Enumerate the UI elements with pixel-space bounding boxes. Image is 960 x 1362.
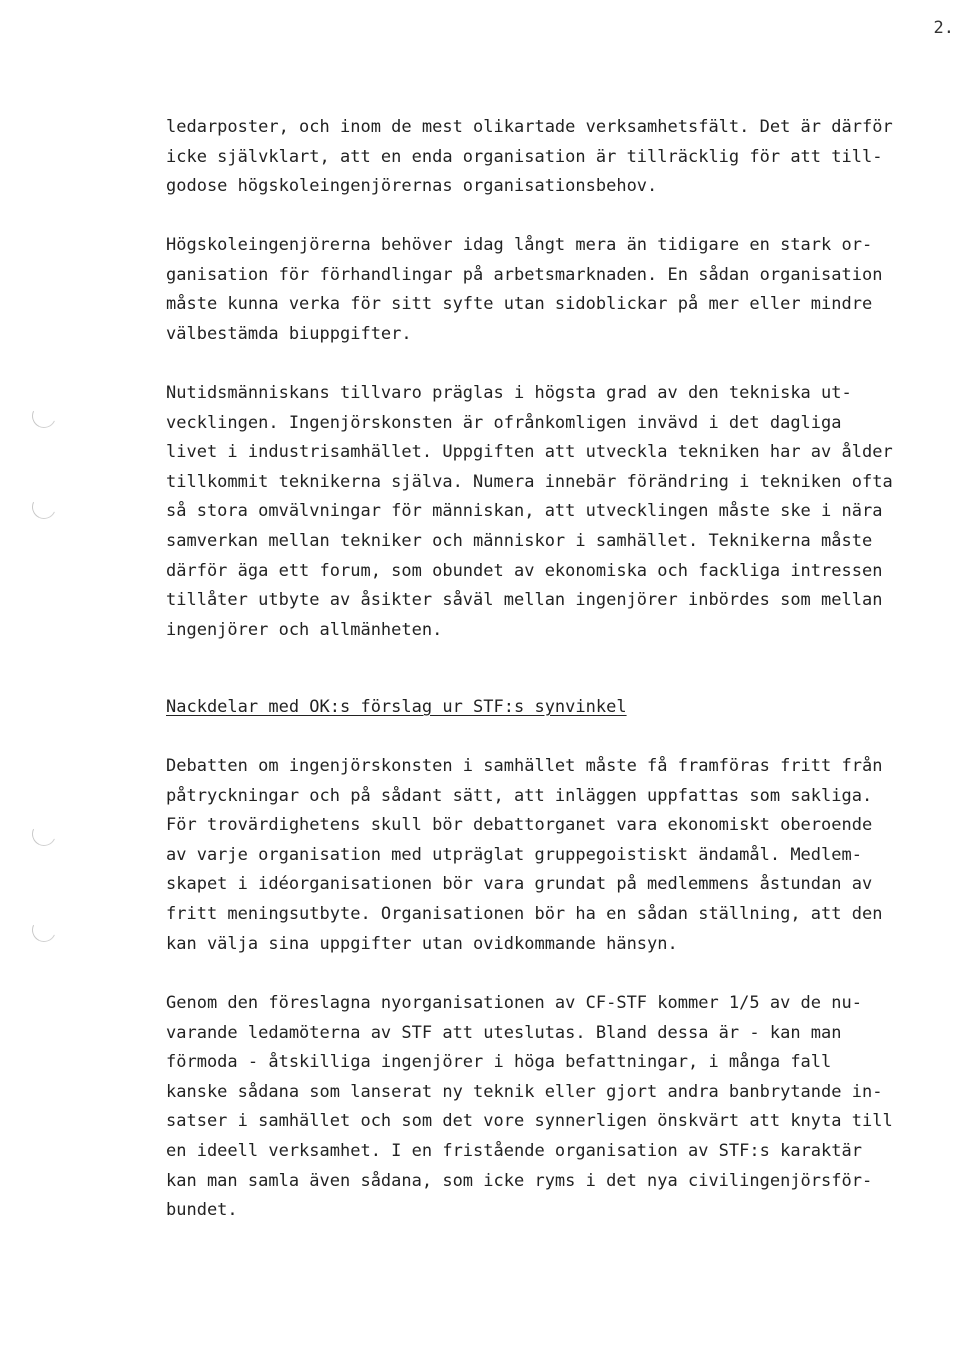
text-line: en ideell verksamhet. I en fristående organisation av STF:s karaktär: [166, 1140, 862, 1161]
section-heading: Nackdelar med OK:s förslag ur STF:s synvinkel: [166, 697, 627, 717]
paragraph: [166, 989, 926, 1226]
text-line: godose högskoleingenjörernas organisationsbehov.: [166, 176, 658, 197]
text-line: ledarposter, och inom de mest olikartade verksamhetsfält. Det är därför: [166, 117, 893, 137]
paragraph: [166, 113, 926, 202]
paragraph: [166, 752, 926, 959]
text-line: Nutidsmänniskans tillvaro präglas i högsta grad av den tekniska ut-: [166, 383, 852, 403]
text-line: Högskoleingenjörerna behöver idag långt mera än tidigare en stark or-: [166, 235, 873, 255]
paragraph: [166, 379, 926, 645]
text-line: ganisation för förhandlingar på arbetsmarknaden. En sådan organisation: [166, 264, 883, 285]
text-line: av varje organisation med utpräglat gruppegoistiskt ändamål. Medlem-: [166, 844, 862, 865]
text-line: livet i industrisamhället. Uppgiften att utveckla tekniken har av ålder: [166, 442, 893, 463]
punch-hole-mark: [29, 492, 60, 523]
text-line: varande ledamöterna av STF att uteslutas. Bland dessa är - kan man: [166, 1022, 842, 1043]
text-line: ingenjörer och allmänheten.: [166, 619, 443, 640]
text-line: skapet i idéorganisationen bör vara grundat på medlemmens åstundan av: [166, 874, 873, 895]
text-line: så stora omvälvningar för människan, att utvecklingen måste ske i nära: [166, 501, 883, 522]
text-line: Debatten om ingenjörskonsten i samhället måste få framföras fritt från: [166, 756, 883, 776]
text-line: bundet.: [166, 1200, 238, 1221]
text-line: tillkommit teknikerna själva. Numera innebär förändring i tekniken ofta: [166, 471, 893, 492]
text-line: tillåter utbyte av åsikter såväl mellan ingenjörer inbördes som mellan: [166, 590, 883, 611]
text-line: vecklingen. Ingenjörskonsten är ofrånkomligen invävd i det dagliga: [166, 412, 842, 433]
punch-hole-mark: [29, 915, 60, 946]
paragraph: [166, 231, 926, 349]
text-line: Genom den föreslagna nyorganisationen av CF-STF kommer 1/5 av de nu-: [166, 993, 862, 1013]
text-line: samverkan mellan tekniker och människor i samhället. Teknikerna måste: [166, 530, 873, 551]
text-line: För trovärdighetens skull bör debattorganet vara ekonomiskt oberoende: [166, 815, 873, 836]
text-line: icke självklart, att en enda organisation är tillräcklig för att till-: [166, 146, 883, 167]
text-line: fritt meningsutbyte. Organisationen bör ha en sådan ställning, att den: [166, 903, 883, 924]
punch-hole-mark: [29, 819, 60, 850]
text-line: kan man samla även sådana, som icke ryms i det nya civilingenjörsför-: [166, 1170, 873, 1191]
text-line: förmoda - åtskilliga ingenjörer i höga befattningar, i många fall: [166, 1052, 832, 1073]
punch-hole-mark: [29, 401, 60, 432]
text-line: måste kunna verka för sitt syfte utan sidoblickar på mer eller mindre: [166, 294, 873, 315]
text-line: satser i samhället och som det vore synnerligen önskvärt att knyta till: [166, 1111, 893, 1132]
text-line: påtryckningar och på sådant sätt, att inläggen uppfattas som sakliga.: [166, 785, 873, 806]
text-line: kan välja sina uppgifter utan ovidkommande hänsyn.: [166, 933, 678, 954]
text-line: välbestämda biuppgifter.: [166, 323, 412, 344]
text-line: därför äga ett forum, som obundet av ekonomiska och fackliga intressen: [166, 560, 883, 581]
page-number: 2.: [933, 18, 954, 38]
text-line: kanske sådana som lanserat ny teknik eller gjort andra banbrytande in-: [166, 1081, 883, 1102]
